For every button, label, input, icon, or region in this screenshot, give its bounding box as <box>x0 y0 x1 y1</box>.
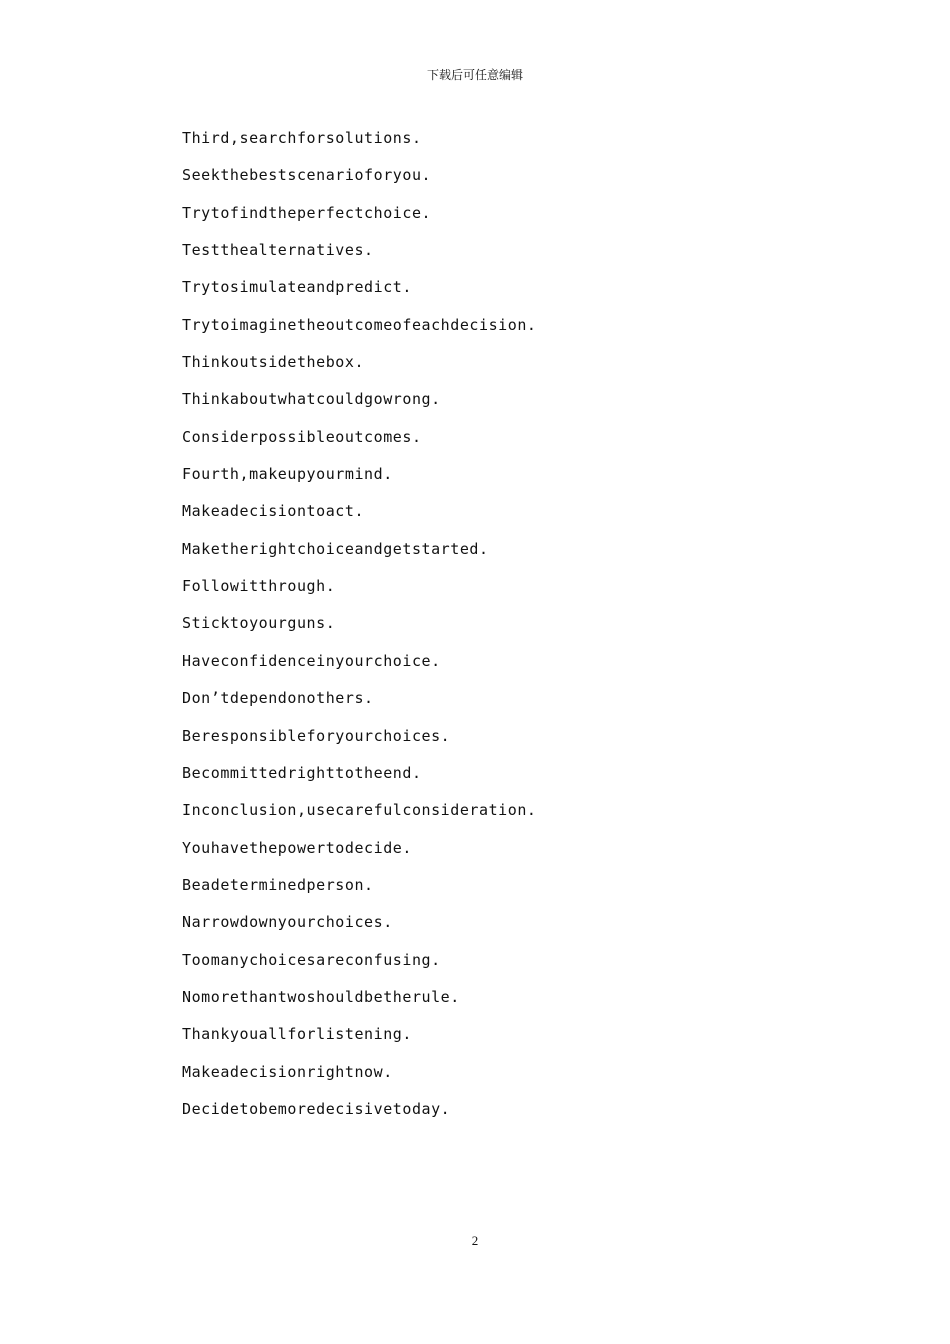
text-line: Thankyouallforlistening. <box>182 1025 412 1044</box>
text-line: Seekthebestscenarioforyou. <box>182 166 432 185</box>
text-line: Beresponsibleforyourchoices. <box>182 726 451 745</box>
text-line: Trytoimaginetheoutcomeofeachdecision. <box>182 315 537 334</box>
body-text <box>182 127 802 1135</box>
text-line: Sticktoyourguns. <box>182 614 336 633</box>
text-line: Makeadecisiontoact. <box>182 502 365 521</box>
text-line: Makeadecisionrightnow. <box>182 1062 393 1081</box>
text-line: Considerpossibleoutcomes. <box>182 427 422 446</box>
page-header: 下载后可任意编辑 <box>426 68 523 82</box>
text-line: Toomanychoicesareconfusing. <box>182 950 441 969</box>
text-line: Thinkaboutwhatcouldgowrong. <box>182 390 441 409</box>
page-number: 2 <box>471 1233 479 1248</box>
text-line: Don’tdependonothers. <box>182 689 374 708</box>
text-line: Thinkoutsidethebox. <box>182 353 365 372</box>
text-line: Beadeterminedperson. <box>182 875 374 894</box>
text-line: Becommittedrighttotheend. <box>182 763 422 782</box>
text-line: Nomorethantwoshouldbetherule. <box>182 987 460 1006</box>
text-line: Third,searchforsolutions. <box>182 129 422 147</box>
text-line: Narrowdownyourchoices. <box>182 913 393 932</box>
text-line: Inconclusion,usecarefulconsideration. <box>182 801 537 820</box>
text-line: Maketherightchoiceandgetstarted. <box>182 539 489 558</box>
text-line: Fourth,makeupyourmind. <box>182 465 393 484</box>
text-line: Testthealternatives. <box>182 241 374 260</box>
text-line: Trytosimulateandpredict. <box>182 278 412 297</box>
text-line: Decidetobemoredecisivetoday. <box>182 1099 451 1118</box>
text-line: Haveconfidenceinyourchoice. <box>182 651 441 670</box>
text-line: Youhavethepowertodecide. <box>182 838 412 857</box>
text-line: Trytofindtheperfectchoice. <box>182 203 432 222</box>
text-line: Followitthrough. <box>182 577 336 596</box>
